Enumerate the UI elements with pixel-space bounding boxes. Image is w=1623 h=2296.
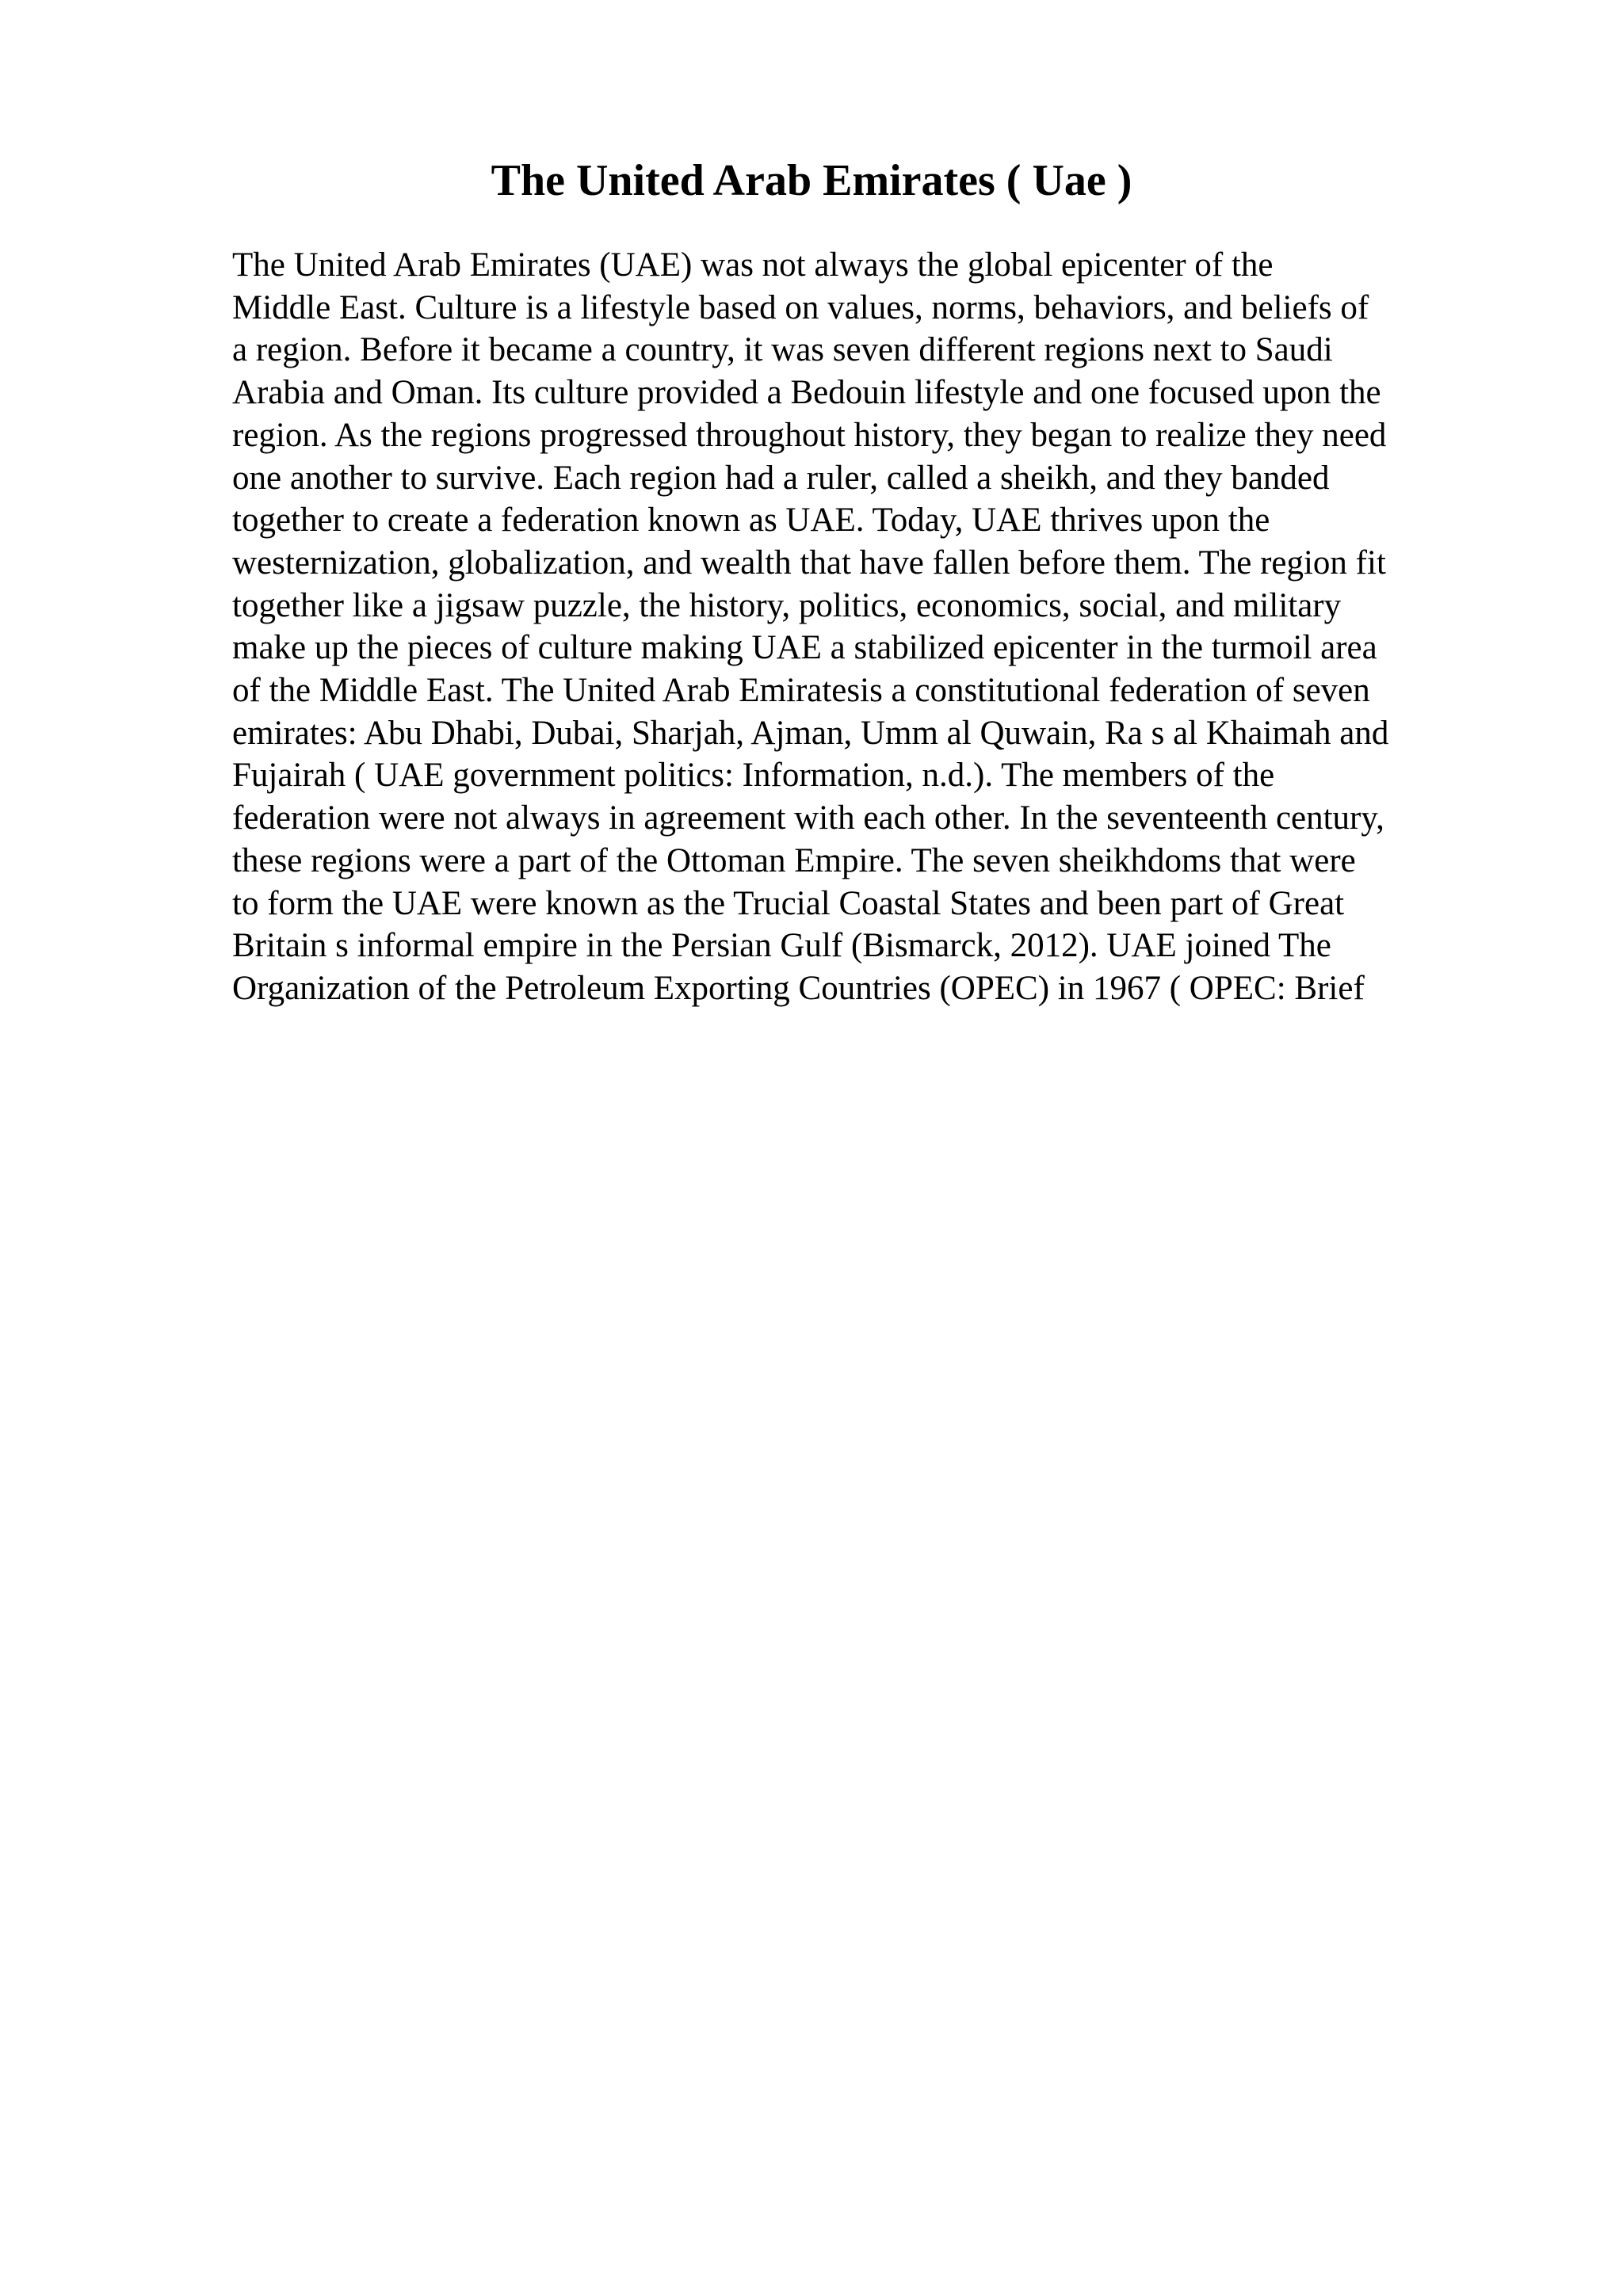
paragraph-line: a region. Before it became a country, it was seven different regions next to Saudi [232,331,1333,369]
paragraph-line: The United Arab Emirates (UAE) was not always the global epicenter of the [232,246,1274,284]
paragraph-line: of the Middle East. The United Arab Emiratesis a constitutional federation of seven [232,672,1370,710]
paragraph-line: Britain s informal empire in the Persian Gulf (Bismarck, 2012). UAE joined The [232,927,1331,965]
paragraph-line: make up the pieces of culture making UAE a stabilized epicenter in the turmoil area [232,629,1377,667]
paragraph-line: emirates: Abu Dhabi, Dubai, Sharjah, Ajman, Umm al Quwain, Ra s al Khaimah and [232,714,1389,752]
paragraph-line: together like a jigsaw puzzle, the history, politics, economics, social, and military [232,586,1342,624]
paragraph-line: Organization of the Petroleum Exporting Countries (OPEC) in 1967 ( OPEC: Brief [232,969,1365,1007]
body-paragraph [232,244,1500,1010]
paragraph-line: Fujairah ( UAE government politics: Information, n.d.). The members of the [232,757,1275,795]
paragraph-line: Arabia and Oman. Its culture provided a Bedouin lifestyle and one focused upon the [232,374,1381,412]
document-title: The United Arab Emirates ( Uae ) [491,156,1132,205]
paragraph-line: these regions were a part of the Ottoman Empire. The seven sheikhdoms that were [232,841,1356,879]
paragraph-line: Middle East. Culture is a lifestyle based on values, norms, behaviors, and beliefs of [232,288,1369,326]
paragraph-line: one another to survive. Each region had a ruler, called a sheikh, and they banded [232,459,1330,497]
paragraph-line: together to create a federation known as UAE. Today, UAE thrives upon the [232,502,1270,540]
paragraph-line: to form the UAE were known as the Trucial Coastal States and been part of Great [232,884,1345,922]
paragraph-line: westernization, globalization, and wealth that have fallen before them. The region fit [232,543,1386,582]
paragraph-line: federation were not always in agreement with each other. In the seventeenth century, [232,799,1384,837]
paragraph-line: region. As the regions progressed throughout history, they began to realize they need [232,416,1387,454]
